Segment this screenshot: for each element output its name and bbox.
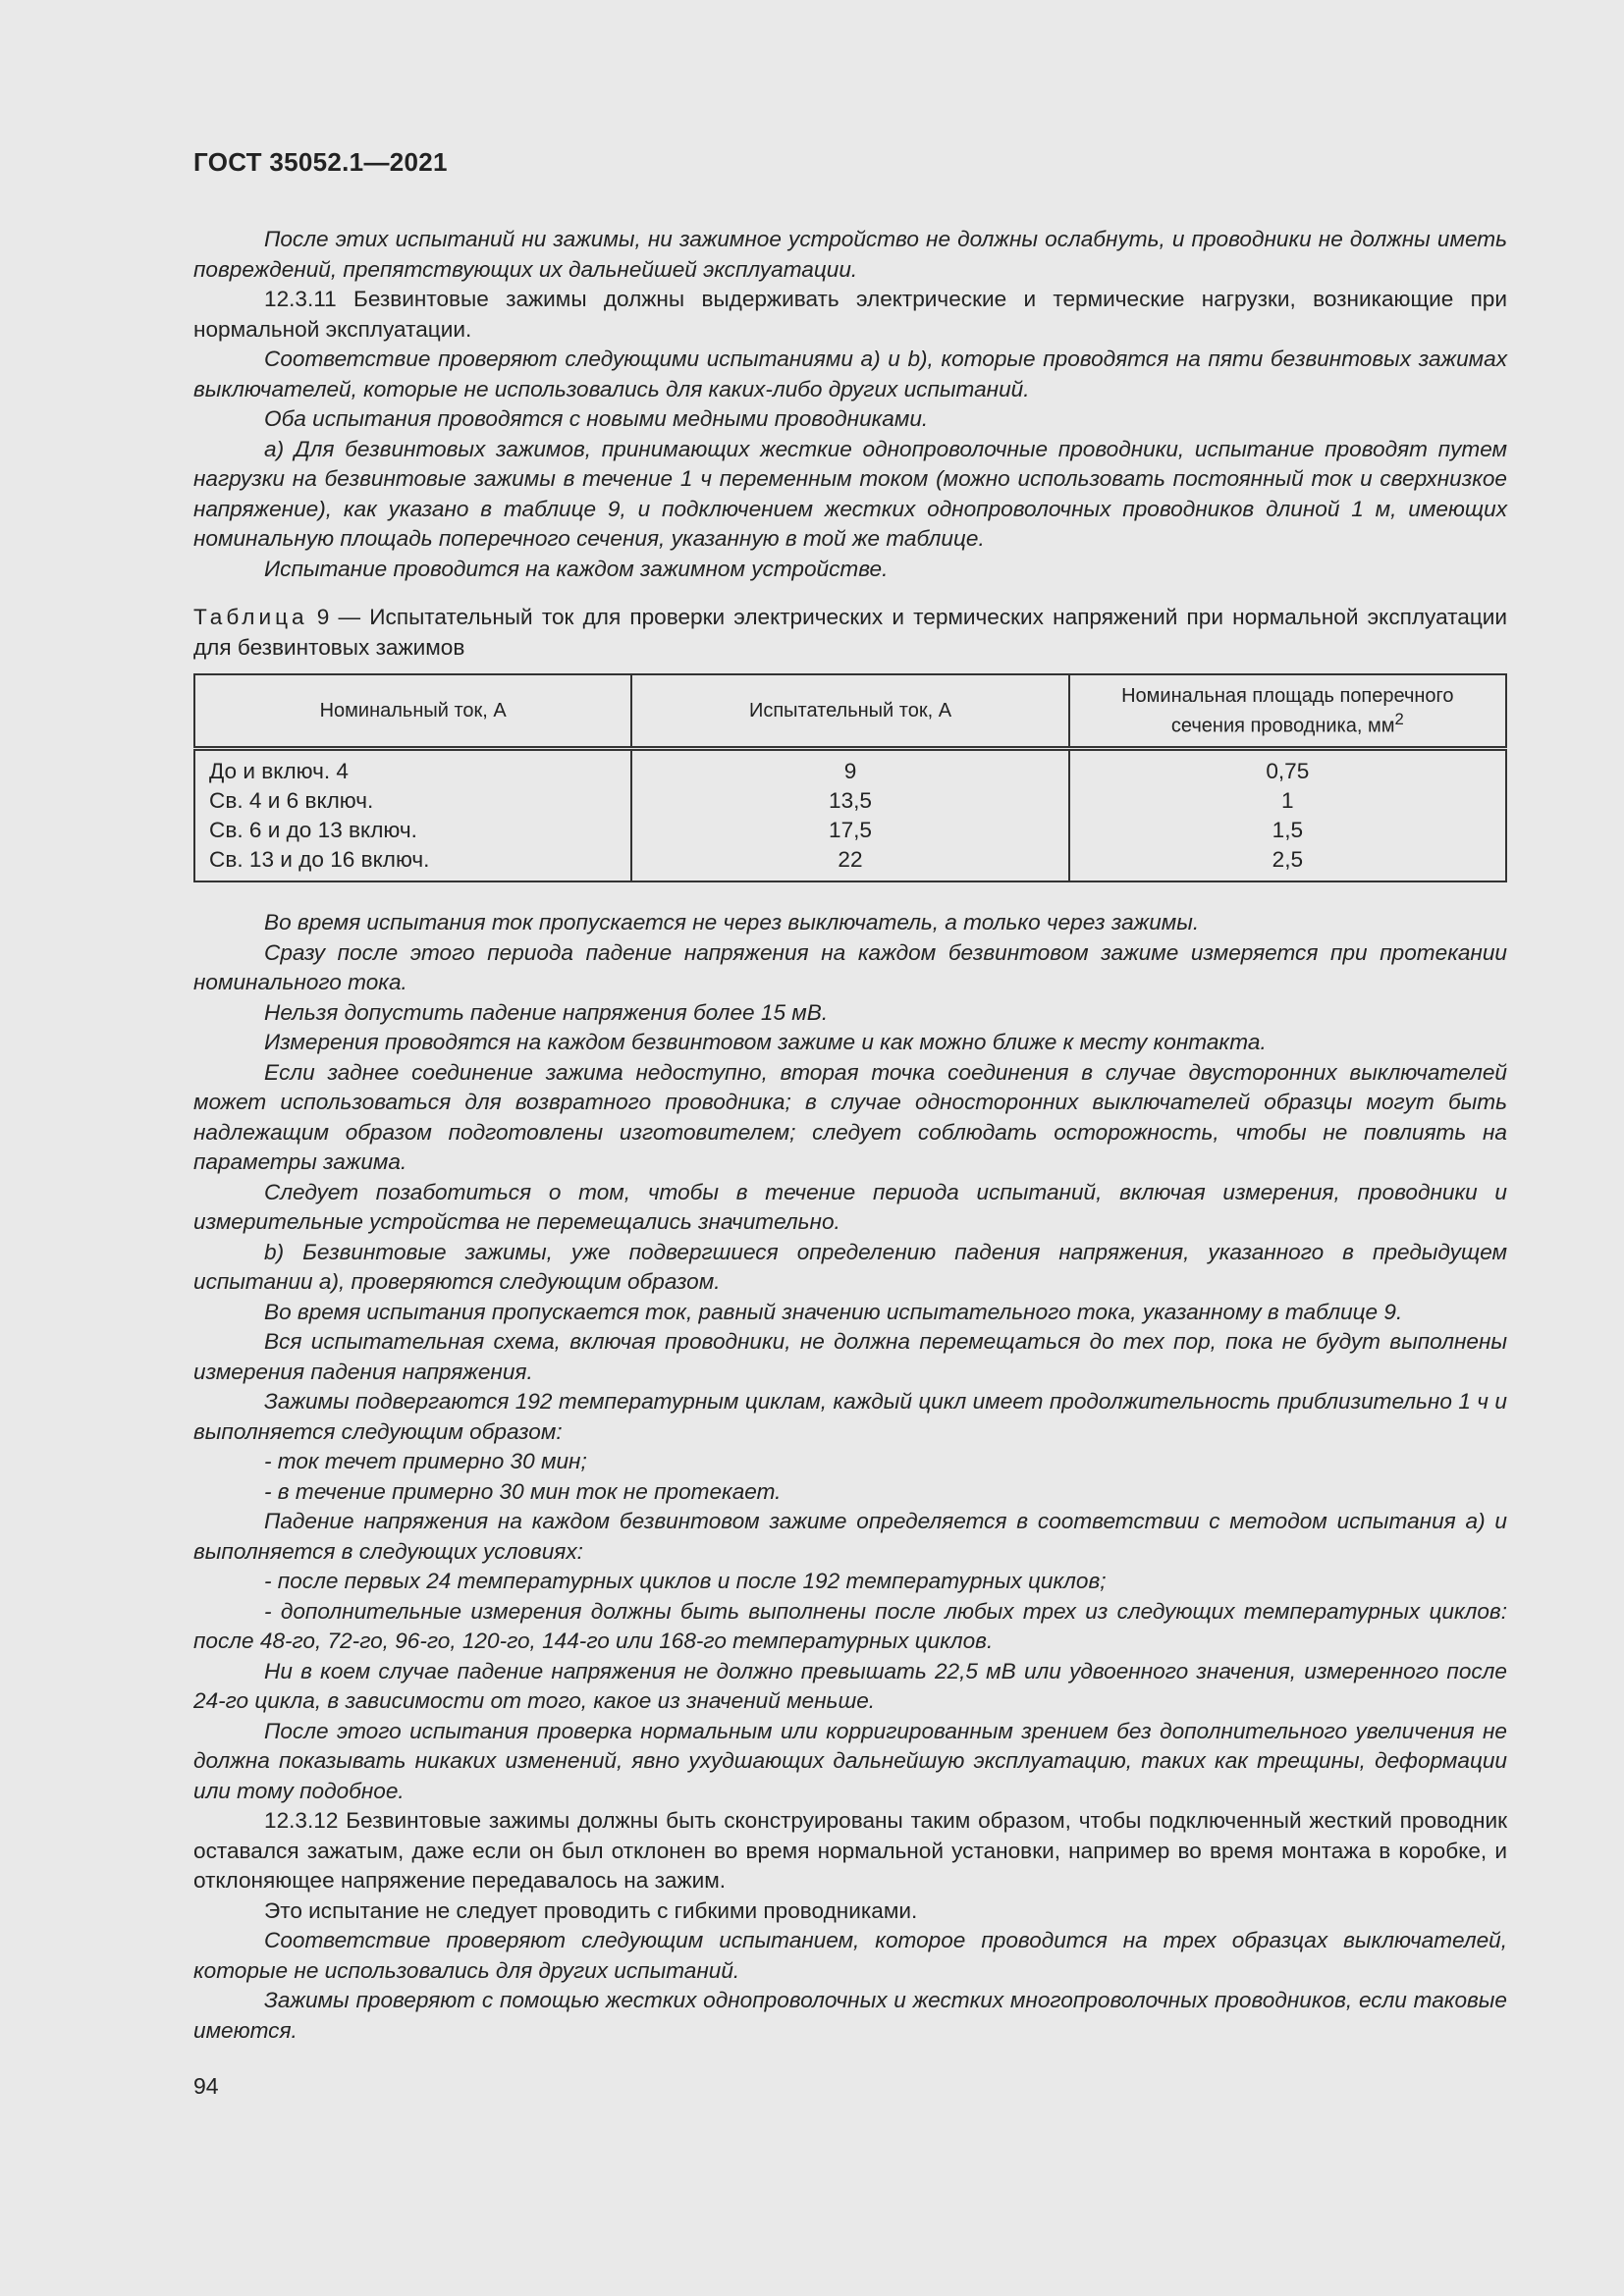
paragraph: - в течение примерно 30 мин ток не протекает.	[264, 1478, 782, 1504]
header-cross-section-text: Номинальная площадь поперечного сечения проводника, мм	[1121, 684, 1454, 737]
table-row	[194, 845, 1506, 881]
paragraph: Это испытание не следует проводить с гибкими проводниками.	[264, 1897, 918, 1923]
document-header: ГОСТ 35052.1—2021	[193, 147, 448, 177]
cell-nominal-current: Св. 4 и 6 включ.	[194, 786, 631, 816]
paragraph: - после первых 24 температурных циклов и после 192 температурных циклов;	[264, 1569, 1107, 1593]
table-row	[194, 749, 1506, 787]
table-caption	[193, 603, 1507, 663]
cell-test-current: 22	[631, 845, 1068, 881]
cell-test-current: 13,5	[631, 786, 1068, 816]
table-caption-word: Таблица	[193, 605, 308, 629]
paragraphs-top	[193, 225, 1507, 584]
paragraph: Вся испытательная схема, включая проводники, не должна перемещаться до тех пор, пока не будут выполнены измерения падения напряжения.	[193, 1329, 1507, 1384]
paragraph: 12.3.12 Безвинтовые зажимы должны быть сконструированы таким образом, чтобы подключенный жесткий проводник оставался зажатым, даже если он был отклонен во время нормальной установки, например во время монтажа в коробке, и отклоняющее напряжение передавалось на зажим.	[193, 1808, 1507, 1893]
page-number: 94	[193, 2073, 219, 2099]
paragraph: - ток течет примерно 30 мин;	[264, 1449, 587, 1473]
paragraph: Измерения проводятся на каждом безвинтовом зажиме и как можно ближе к месту контакта.	[264, 1030, 1267, 1054]
cell-cross-section: 0,75	[1069, 749, 1506, 787]
paragraph: Во время испытания ток пропускается не через выключатель, а только через зажимы.	[264, 910, 1200, 934]
paragraph: а) Для безвинтовых зажимов, принимающих жесткие однопроволочные проводники, испытание проводят путем нагрузки на безвинтовые зажимы в течение 1 ч переменным током (можно использовать постоянный ток и сверхнизкое напряжение), как указано в таблице 9, и подключением жестких однопроволочных проводников длиной 1 м, имеющих номинальную площадь поперечного сечения, указанную в той же таблице.	[193, 436, 1507, 551]
header-test-current: Испытательный ток, А	[631, 674, 1068, 749]
table-row	[194, 816, 1506, 845]
paragraph: Зажимы подвергаются 192 температурным циклам, каждый цикл имеет продолжительность приблизительно 1 ч и выполняется следующим образом:	[193, 1389, 1507, 1444]
cell-nominal-current: Св. 6 и до 13 включ.	[194, 816, 631, 845]
cell-nominal-current: Св. 13 и до 16 включ.	[194, 845, 631, 881]
cell-cross-section: 1,5	[1069, 816, 1506, 845]
header-cross-section	[1069, 674, 1506, 749]
paragraph: b) Безвинтовые зажимы, уже подвергшиеся определению падения напряжения, указанного в предыдущем испытании a), проверяются следующим образом.	[193, 1239, 1507, 1294]
table-header-row	[194, 674, 1506, 749]
paragraphs-bottom	[193, 908, 1507, 2046]
paragraph: Ни в коем случае падение напряжения не должно превышать 22,5 мВ или удвоенного значения, измеренного после 24-го цикла, в зависимости от того, какое из значений меньше.	[193, 1658, 1507, 1713]
table-row	[194, 786, 1506, 816]
paragraph: Нельзя допустить падение напряжения более 15 мВ.	[264, 999, 829, 1025]
paragraph: Следует позаботиться о том, чтобы в течение периода испытаний, включая измерения, проводники и измерительные устройства не перемещались значительно.	[193, 1179, 1507, 1234]
cell-cross-section: 1	[1069, 786, 1506, 816]
cell-cross-section: 2,5	[1069, 845, 1506, 881]
paragraph: Падение напряжения на каждом безвинтовом зажиме определяется в соответствии с методом испытания a) и выполняется в следующих условиях:	[193, 1509, 1507, 1564]
document-body	[193, 225, 1507, 2046]
paragraph: После этого испытания проверка нормальным или корригированным зрением без дополнительного увеличения не должна показывать никаких изменений, явно ухудшающих дальнейшую эксплуатацию, таких как трещины, деформации или тому подобное.	[193, 1718, 1507, 1803]
paragraph: 12.3.11 Безвинтовые зажимы должны выдерживать электрические и термические нагрузки, возникающие при нормальной эксплуатации.	[193, 287, 1507, 342]
paragraph: После этих испытаний ни зажимы, ни зажимное устройство не должны ослабнуть, и проводники не должны иметь повреждений, препятствующих их дальнейшей эксплуатации.	[193, 227, 1507, 282]
table-body	[194, 749, 1506, 882]
paragraph: Испытание проводится на каждом зажимном устройстве.	[264, 556, 889, 581]
paragraph: Оба испытания проводятся с новыми медными проводниками.	[264, 406, 929, 431]
paragraph: Зажимы проверяют с помощью жестких однопроволочных и жестких многопроволочных проводников, если таковые имеются.	[193, 1988, 1507, 2043]
paragraph: Соответствие проверяют следующими испытаниями a) и b), которые проводятся на пяти безвинтовых зажимах выключателей, которые не использовались для каких-либо других испытаний.	[193, 347, 1507, 401]
table-9	[193, 673, 1507, 882]
header-cross-section-sup: 2	[1394, 709, 1404, 728]
paragraph: Во время испытания пропускается ток, равный значению испытательного тока, указанному в таблице 9.	[264, 1299, 1403, 1324]
cell-test-current: 9	[631, 749, 1068, 787]
paragraph: Соответствие проверяют следующим испытанием, которое проводится на трех образцах выключателей, которые не использовались для других испытаний.	[193, 1928, 1507, 1983]
paragraph: - дополнительные измерения должны быть выполнены после любых трех из следующих температурных циклов: после 48-го, 72-го, 96-го, 120-го, 144-го или 168-го температурных циклов.	[193, 1598, 1507, 1653]
header-nominal-current: Номинальный ток, А	[194, 674, 631, 749]
paragraph: Сразу после этого периода падение напряжения на каждом безвинтовом зажиме измеряется при протекании номинального тока.	[193, 939, 1507, 994]
cell-nominal-current: До и включ. 4	[194, 749, 631, 787]
cell-test-current: 17,5	[631, 816, 1068, 845]
table-caption-text: 9 — Испытательный ток для проверки электрических и термических напряжений при нормальной эксплуатации для безвинтовых зажимов	[193, 605, 1507, 660]
paragraph: Если заднее соединение зажима недоступно, вторая точка соединения в случае двусторонних выключателей может использоваться для возвратного проводника; в случае односторонних выключателей образцы могут быть надлежащим образом подготовлены изготовителем; следует соблюдать осторожность, чтобы не повлиять на параметры зажима.	[193, 1059, 1507, 1174]
